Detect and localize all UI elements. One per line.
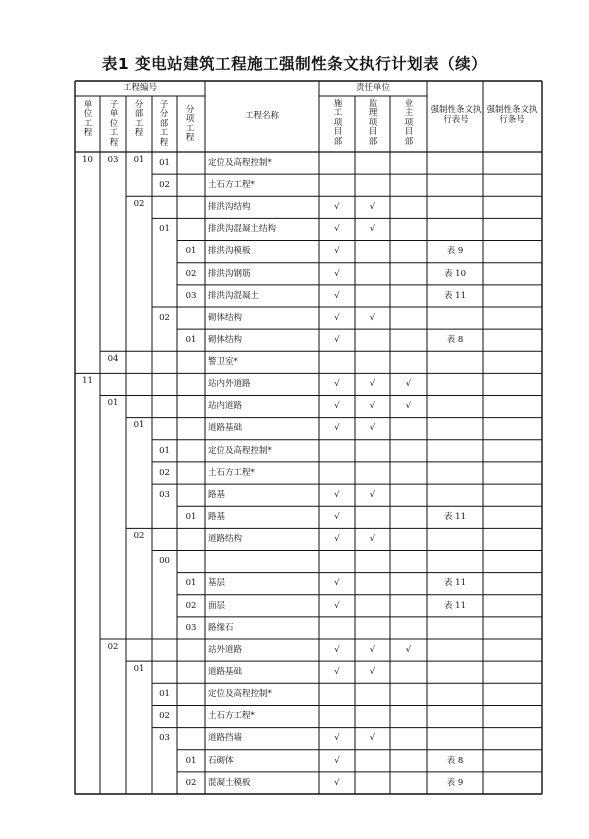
owner-check	[390, 196, 427, 218]
supervision-check: √	[369, 423, 376, 434]
form-number	[427, 174, 483, 196]
form-number	[427, 152, 483, 174]
owner-check: √	[405, 644, 412, 655]
project-name: 定位及高程控制*	[208, 445, 272, 456]
supervision-check	[355, 617, 390, 639]
item-code: 01	[185, 334, 197, 345]
sub-division-code: 00	[159, 556, 170, 567]
project-name: 砌体结构	[208, 334, 243, 345]
header-item-label: 分 项 工 程	[185, 105, 195, 144]
sub-division-code: 02	[159, 312, 170, 323]
form-number	[427, 396, 483, 418]
item-code: 01	[185, 246, 197, 257]
division-code: 02	[133, 199, 145, 210]
sub-division-code: 03	[159, 733, 170, 744]
supervision-check	[355, 440, 390, 462]
form-number	[427, 218, 483, 240]
page-title: 表1 变电站建筑工程施工强制性条文执行计划表（续）	[101, 55, 488, 73]
supervision-check	[355, 174, 390, 196]
construction-check	[319, 462, 355, 484]
owner-check	[390, 528, 427, 550]
construction-check: √	[334, 733, 340, 744]
project-name: 警卫室*	[208, 357, 238, 368]
project-name	[205, 550, 322, 572]
owner-check: √	[405, 401, 412, 412]
owner-check	[390, 462, 427, 484]
clause-number	[483, 573, 542, 595]
project-name: 排洪沟混凝土结构	[208, 224, 277, 235]
form-number	[427, 307, 483, 329]
form-number	[427, 196, 483, 218]
project-name: 土石方工程*	[208, 467, 255, 478]
form-number: 表 11	[443, 578, 467, 589]
clause-number	[483, 174, 542, 196]
supervision-check	[355, 351, 390, 373]
supervision-check	[355, 263, 390, 285]
supervision-check: √	[369, 534, 376, 545]
header-form-no: 强制性条文执行表号	[430, 105, 482, 125]
construction-check: √	[334, 755, 340, 766]
form-number: 表 11	[443, 512, 467, 523]
clause-number	[483, 705, 542, 727]
form-number: 表 9	[446, 246, 464, 257]
project-name: 排洪沟钢筋	[208, 268, 251, 279]
construction-check: √	[334, 268, 340, 279]
sub-division-code: 02	[159, 711, 170, 722]
owner-check	[390, 617, 427, 639]
clause-number	[483, 506, 542, 528]
construction-check: √	[334, 578, 340, 589]
supervision-check	[355, 329, 390, 351]
unit-code: 11	[82, 376, 93, 387]
clause-number	[483, 396, 542, 418]
construction-check	[319, 550, 355, 572]
project-name: 土石方工程*	[208, 179, 255, 190]
form-number	[427, 462, 483, 484]
owner-check: √	[405, 379, 412, 390]
construction-check: √	[334, 334, 340, 345]
header-unit-label: 单 位 工 程	[83, 100, 93, 139]
form-number	[427, 373, 483, 395]
owner-check	[390, 307, 427, 329]
form-number: 表 8	[446, 755, 464, 766]
header-clause-no: 强制性条文执行条号	[486, 105, 538, 125]
construction-check	[319, 705, 355, 727]
item-code: 03	[185, 622, 197, 633]
item-code: 02	[185, 268, 197, 279]
item-code: 02	[185, 777, 197, 788]
form-number	[427, 440, 483, 462]
supervision-check: √	[369, 224, 376, 235]
construction-check: √	[334, 534, 340, 545]
project-name: 基层	[208, 578, 226, 589]
clause-number	[483, 196, 542, 218]
owner-check	[390, 595, 427, 617]
form-number	[427, 728, 483, 750]
project-name: 路基	[208, 512, 226, 523]
construction-check: √	[334, 224, 340, 235]
construction-check: √	[334, 777, 340, 788]
construction-check: √	[334, 644, 340, 655]
construction-check	[319, 152, 355, 174]
project-name: 路基	[208, 489, 226, 500]
owner-check	[390, 418, 427, 440]
form-number: 表 10	[443, 268, 467, 279]
clause-number	[483, 285, 542, 307]
construction-check	[319, 440, 355, 462]
header-code-group: 工程编号	[122, 83, 157, 94]
owner-check	[390, 152, 427, 174]
header-resp-group: 责任单位	[355, 83, 390, 94]
supervision-check: √	[369, 666, 376, 677]
project-name: 站内道路	[208, 401, 243, 412]
supervision-check	[355, 750, 390, 772]
project-name: 土石方工程*	[208, 711, 255, 722]
form-number	[427, 617, 483, 639]
owner-check	[390, 661, 427, 683]
owner-check	[390, 351, 427, 373]
project-name: 道路挡墙	[208, 733, 243, 744]
project-name: 站内外道路	[208, 379, 251, 390]
clause-number	[483, 440, 542, 462]
header-owner-label: 业 主 项 目 部	[404, 99, 414, 147]
header-unit	[81, 101, 95, 139]
construction-check: √	[334, 489, 340, 500]
form-number	[427, 484, 483, 506]
construction-check: √	[334, 666, 340, 677]
owner-check	[390, 573, 427, 595]
supervision-check	[355, 772, 390, 794]
item-code: 03	[185, 290, 197, 301]
clause-number	[483, 462, 542, 484]
clause-number	[483, 373, 542, 395]
owner-check	[390, 705, 427, 727]
project-name: 混凝土模板	[208, 777, 251, 788]
clause-number	[483, 263, 542, 285]
clause-number	[483, 595, 542, 617]
construction-check: √	[334, 202, 340, 213]
form-number	[427, 351, 483, 373]
owner-check	[390, 218, 427, 240]
construction-check	[319, 683, 355, 705]
sub-division-code: 02	[159, 179, 170, 190]
form-number	[427, 705, 483, 727]
project-name: 排洪沟结构	[208, 202, 251, 213]
owner-check	[390, 484, 427, 506]
item-code: 01	[185, 512, 197, 523]
clause-number	[483, 683, 542, 705]
supervision-check	[355, 506, 390, 528]
construction-check: √	[334, 512, 340, 523]
supervision-check: √	[369, 202, 376, 213]
form-number	[427, 661, 483, 683]
header-construction-label: 施 工 项 目 部	[333, 99, 343, 147]
sub-division-code: 01	[159, 689, 170, 700]
construction-check: √	[334, 401, 340, 412]
owner-check	[390, 285, 427, 307]
header-name: 工程名称	[244, 110, 279, 121]
construction-check: √	[334, 290, 340, 301]
project-name: 路缘石	[208, 622, 234, 633]
project-name: 排洪沟混凝土	[208, 290, 260, 301]
form-number: 表 11	[443, 290, 467, 301]
project-name: 排洪沟模板	[208, 246, 251, 257]
header-sub-division-label: 子 分 部 工 程	[159, 100, 169, 148]
owner-check	[390, 506, 427, 528]
supervision-check	[355, 705, 390, 727]
clause-number	[483, 418, 542, 440]
construction-check: √	[334, 379, 340, 390]
project-name: 定位及高程控制*	[208, 157, 272, 168]
supervision-check: √	[369, 379, 376, 390]
supervision-check: √	[369, 644, 376, 655]
clause-number	[483, 550, 542, 572]
clause-number	[483, 152, 542, 174]
project-name: 道路结构	[208, 534, 243, 545]
clause-number	[483, 639, 542, 661]
owner-check	[390, 241, 427, 263]
clause-number	[483, 772, 542, 794]
owner-check	[390, 728, 427, 750]
sub-unit-code: 01	[107, 398, 119, 409]
header-item	[183, 106, 197, 144]
header-construction	[331, 100, 345, 147]
construction-check	[319, 174, 355, 196]
supervision-check: √	[369, 489, 376, 500]
header-owner	[402, 100, 416, 147]
supervision-check	[355, 550, 390, 572]
unit-code: 10	[82, 154, 93, 165]
supervision-check: √	[369, 312, 376, 323]
clause-number	[483, 241, 542, 263]
form-number	[427, 550, 483, 572]
sub-unit-code: 04	[107, 353, 119, 364]
division-code: 02	[133, 531, 145, 542]
clause-number	[483, 484, 542, 506]
clause-number	[483, 351, 542, 373]
supervision-check: √	[369, 733, 376, 744]
supervision-check	[355, 683, 390, 705]
sub-division-code: 03	[159, 489, 170, 500]
division-code: 01	[133, 663, 145, 674]
clause-number	[483, 329, 542, 351]
header-supervision-label: 监 理 项 目 部	[368, 99, 378, 147]
owner-check	[390, 440, 427, 462]
clause-number	[483, 617, 542, 639]
sub-division-code: 01	[159, 224, 170, 235]
construction-check: √	[334, 312, 340, 323]
owner-check	[390, 772, 427, 794]
header-sub-unit	[107, 101, 121, 148]
project-name: 道路基础	[208, 666, 243, 677]
form-number: 表 9	[446, 777, 464, 788]
construction-check	[319, 351, 355, 373]
supervision-check	[355, 241, 390, 263]
form-number	[427, 683, 483, 705]
supervision-check	[355, 595, 390, 617]
supervision-check	[355, 285, 390, 307]
supervision-check	[355, 152, 390, 174]
item-code: 02	[185, 600, 197, 611]
sub-division-code: 01	[159, 445, 170, 456]
sub-division-code: 01	[159, 157, 170, 168]
form-number	[427, 639, 483, 661]
project-name: 面层	[208, 600, 226, 611]
owner-check	[390, 683, 427, 705]
clause-number	[483, 218, 542, 240]
form-number	[427, 528, 483, 550]
project-name: 道路基础	[208, 423, 243, 434]
project-name: 定位及高程控制*	[208, 689, 272, 700]
construction-check: √	[334, 600, 340, 611]
header-division	[132, 101, 146, 139]
supervision-check: √	[369, 401, 376, 412]
sub-unit-code: 03	[107, 154, 119, 165]
form-number: 表 8	[446, 334, 464, 345]
construction-check: √	[334, 246, 340, 257]
header-division-label: 分 部 工 程	[134, 100, 144, 139]
owner-check	[390, 174, 427, 196]
clause-number	[483, 661, 542, 683]
header-supervision	[366, 100, 380, 147]
project-name: 石砌体	[208, 755, 234, 766]
clause-number	[483, 728, 542, 750]
construction-check: √	[334, 423, 340, 434]
sub-division-code: 02	[159, 467, 170, 478]
clause-number	[483, 750, 542, 772]
sub-unit-code: 02	[107, 641, 119, 652]
owner-check	[390, 329, 427, 351]
item-code: 01	[185, 755, 197, 766]
form-number	[427, 418, 483, 440]
division-code: 01	[133, 420, 145, 431]
supervision-check	[355, 462, 390, 484]
owner-check	[390, 550, 427, 572]
clause-number	[483, 307, 542, 329]
item-code: 01	[185, 578, 197, 589]
division-code: 01	[133, 154, 145, 165]
owner-check	[390, 750, 427, 772]
form-number: 表 11	[443, 600, 467, 611]
supervision-check	[355, 573, 390, 595]
clause-number	[483, 528, 542, 550]
construction-check	[319, 617, 355, 639]
header-sub-unit-label: 子 单 位 工 程	[109, 100, 119, 148]
header-sub-division	[157, 101, 171, 148]
project-name: 站外道路	[208, 644, 243, 655]
owner-check	[390, 263, 427, 285]
project-name: 砌体结构	[208, 312, 243, 323]
